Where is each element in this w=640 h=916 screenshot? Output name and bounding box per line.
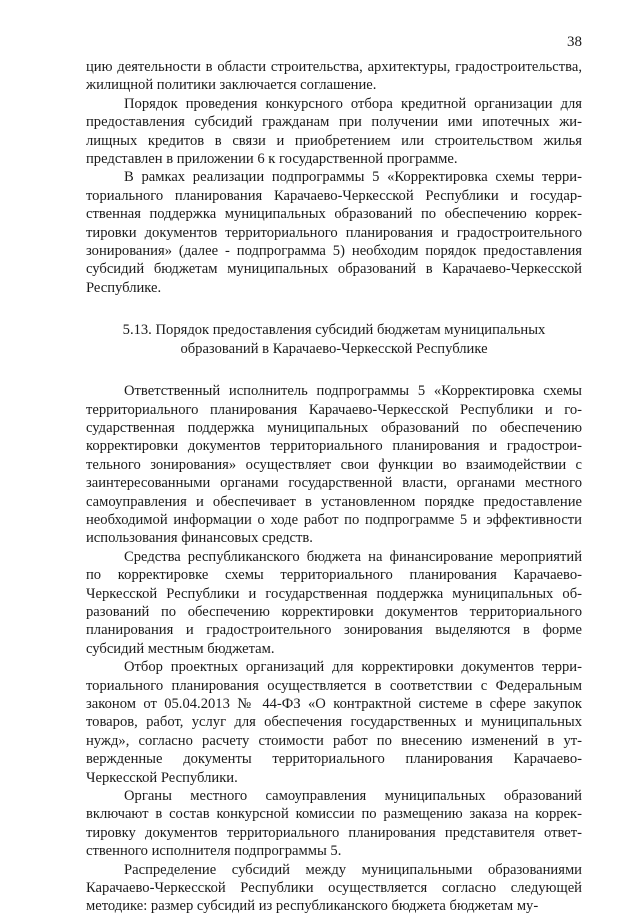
paragraph: Ответственный исполнитель подпрограммы 5 «Корректировка схемы территориального планирования Карачаево-Черкесской Республики и государственная поддержка муниципальных образований по обеспечению корректировки документов территориального планирования и градостроительного зонирования» осуществляет свои функции во взаимодействии с заинтересованными органами государственной власти, органами местного самоуправления и обеспечивает в установленном порядке предоставление необходимой информации о ходе работ по подпрограмме 5 и эффективности использования финансовых средств.	[86, 383, 582, 547]
paragraph: цию деятельности в области строительства, архитектуры, градостроительства, жилищной политики заключается соглашение.	[86, 59, 582, 94]
page-body	[86, 58, 582, 916]
paragraph: Отбор проектных организаций для корректировки документов территориального планирования осуществляется в соответствии с Федеральным законом от 05.04.2013 № 44-ФЗ «О контрактной системе в сфере закупок товаров, работ, услуг для обеспечения государственных и муниципальных нужд», согласно расчету стоимости работ по внесению изменений в утвержденные документы территориального планирования Карачаево-Черкесской Республики.	[86, 659, 582, 786]
section-heading: 5.13. Порядок предоставления субсидий бюджетам муниципальных образований в Карачаево-Черкесской Республике	[122, 322, 546, 357]
paragraph: Органы местного самоуправления муниципальных образований включают в состав конкурсной комиссии по размещению заказа на корректировку документов территориального планирования представителя ответственного исполнителя подпрограммы 5.	[86, 788, 582, 860]
paragraph: В рамках реализации подпрограммы 5 «Корректировка схемы территориального планирования Карачаево-Черкесской Республики и государственная поддержка муниципальных образований по обеспечению корректировки документов территориального планирования и градостроительного зонирования» (далее - подпрограмма 5) необходим порядок предоставления субсидий бюджетам муниципальных образований в Карачаево-Черкесской Республике.	[86, 169, 582, 296]
page-number: 38	[567, 34, 582, 50]
paragraph: Распределение субсидий между муниципальными образованиями Карачаево-Черкесской Республики осуществляется согласно следующей методике: размер субсидий из республиканского бюджета бюджетам му-	[86, 861, 582, 915]
paragraph: Средства республиканского бюджета на финансирование мероприятий по корректировке схемы территориального планирования Карачаево-Черкесской Республики и государственная поддержка муниципальных образований по обеспечению корректировки документов территориального планирования и градостроительного зонирования выделяются в форме субсидий местным бюджетам.	[86, 548, 582, 657]
paragraph: Порядок проведения конкурсного отбора кредитной организации для предоставления субсидий гражданам при получении ими ипотечных жилищных кредитов в связи и приобретением или строительством жилья представлен в приложении 6 к государственной программе.	[86, 95, 582, 168]
